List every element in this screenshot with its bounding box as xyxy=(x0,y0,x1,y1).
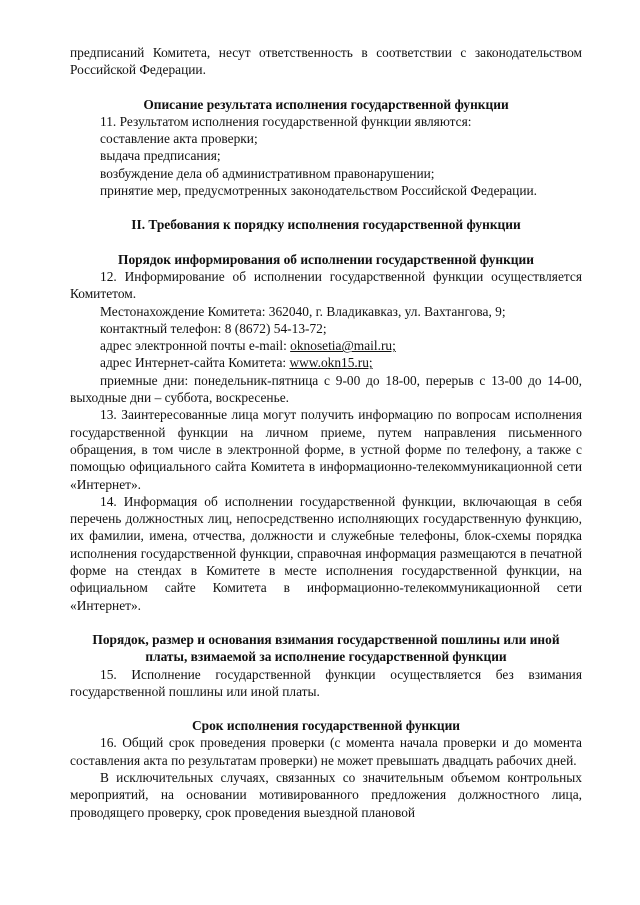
heading-term: Срок исполнения государственной функции xyxy=(191,718,461,734)
result-item-3: возбуждение дела об административном правонарушении; xyxy=(100,165,435,181)
paragraph-16: 16. Общий срок проведения проверки (с момента начала проверки и до момента составления акта по результатам проверки) не может превышать двадцать рабочих дней. xyxy=(70,735,582,768)
paragraph-17: В исключительных случаях, связанных со значительным объемом контрольных мероприятий, на основании мотивированного предложения должностного лица, проводящего проверку, срок проведения выездной плановой xyxy=(70,769,582,820)
site-label: адрес Интернет-сайта Комитета: xyxy=(100,355,290,371)
email-label: адрес электронной почты e-mail: xyxy=(100,338,291,354)
email-line xyxy=(70,337,582,354)
intro-paragraph: предписаний Комитета, несут ответственность в соответствии с законодательством Российской Федерации. xyxy=(70,45,582,78)
hours-line: приемные дни: понедельник-пятница с 9-00 до 18-00, перерыв с 13-00 до 14-00, выходные дни – суббота, воскресенье. xyxy=(70,372,582,406)
paragraph-15: 15. Исполнение государственной функции осуществляется без взимания государственной пошлины или иной платы. xyxy=(70,666,582,699)
heading-section-2: II. Требования к порядку исполнения государственной функции xyxy=(131,217,521,233)
paragraph-14: 14. Информация об исполнении государственной функции, включающая в себя перечень должностных лиц, непосредственно исполняющих государственную функцию, их фамилии, имена, отчества, должности и служебные телефоны, блок-схемы порядка исполнения государственной функции, справочная информация размещаются в печатной форме на стендах в Комитете в месте исполнения государственной функции, на официальном сайте Комитета в информационно-телекоммуникационной сети «Интернет». xyxy=(70,493,582,613)
result-item-1: составление акта проверки; xyxy=(100,131,258,147)
site-line xyxy=(70,354,582,371)
site-link[interactable]: www.okn15.ru; xyxy=(289,355,373,371)
result-item-4: принятие мер, предусмотренных законодательством Российской Федерации. xyxy=(100,183,538,199)
paragraph-12: 12. Информирование об исполнении государственной функции осуществляется Комитетом. xyxy=(70,268,582,302)
heading-fee: Порядок, размер и основания взимания государственной пошлины или иной платы, взимаемой за исполнение государственной функции xyxy=(92,631,560,665)
phone-line: контактный телефон: 8 (8672) 54-13-72; xyxy=(100,320,327,336)
location-line: Местонахождение Комитета: 362040, г. Владикавказ, ул. Вахтангова, 9; xyxy=(100,303,506,319)
paragraph-11: 11. Результатом исполнения государственной функции являются: xyxy=(100,113,472,129)
email-link[interactable]: oknosetia@mail.ru; xyxy=(290,338,396,354)
result-item-2: выдача предписания; xyxy=(100,148,221,164)
paragraph-13: 13. Заинтересованные лица могут получить информацию по вопросам исполнения государственной функции на личном приеме, путем направления письменного обращения, в том числе в электронной форме, в устной форме по телефону, а также с помощью официального сайта Комитета в информационно-телекоммуникационной сети «Интернет». xyxy=(70,407,582,492)
heading-informing: Порядок информирования об исполнении государственной функции xyxy=(118,251,534,267)
heading-result: Описание результата исполнения государственной функции xyxy=(143,96,509,112)
